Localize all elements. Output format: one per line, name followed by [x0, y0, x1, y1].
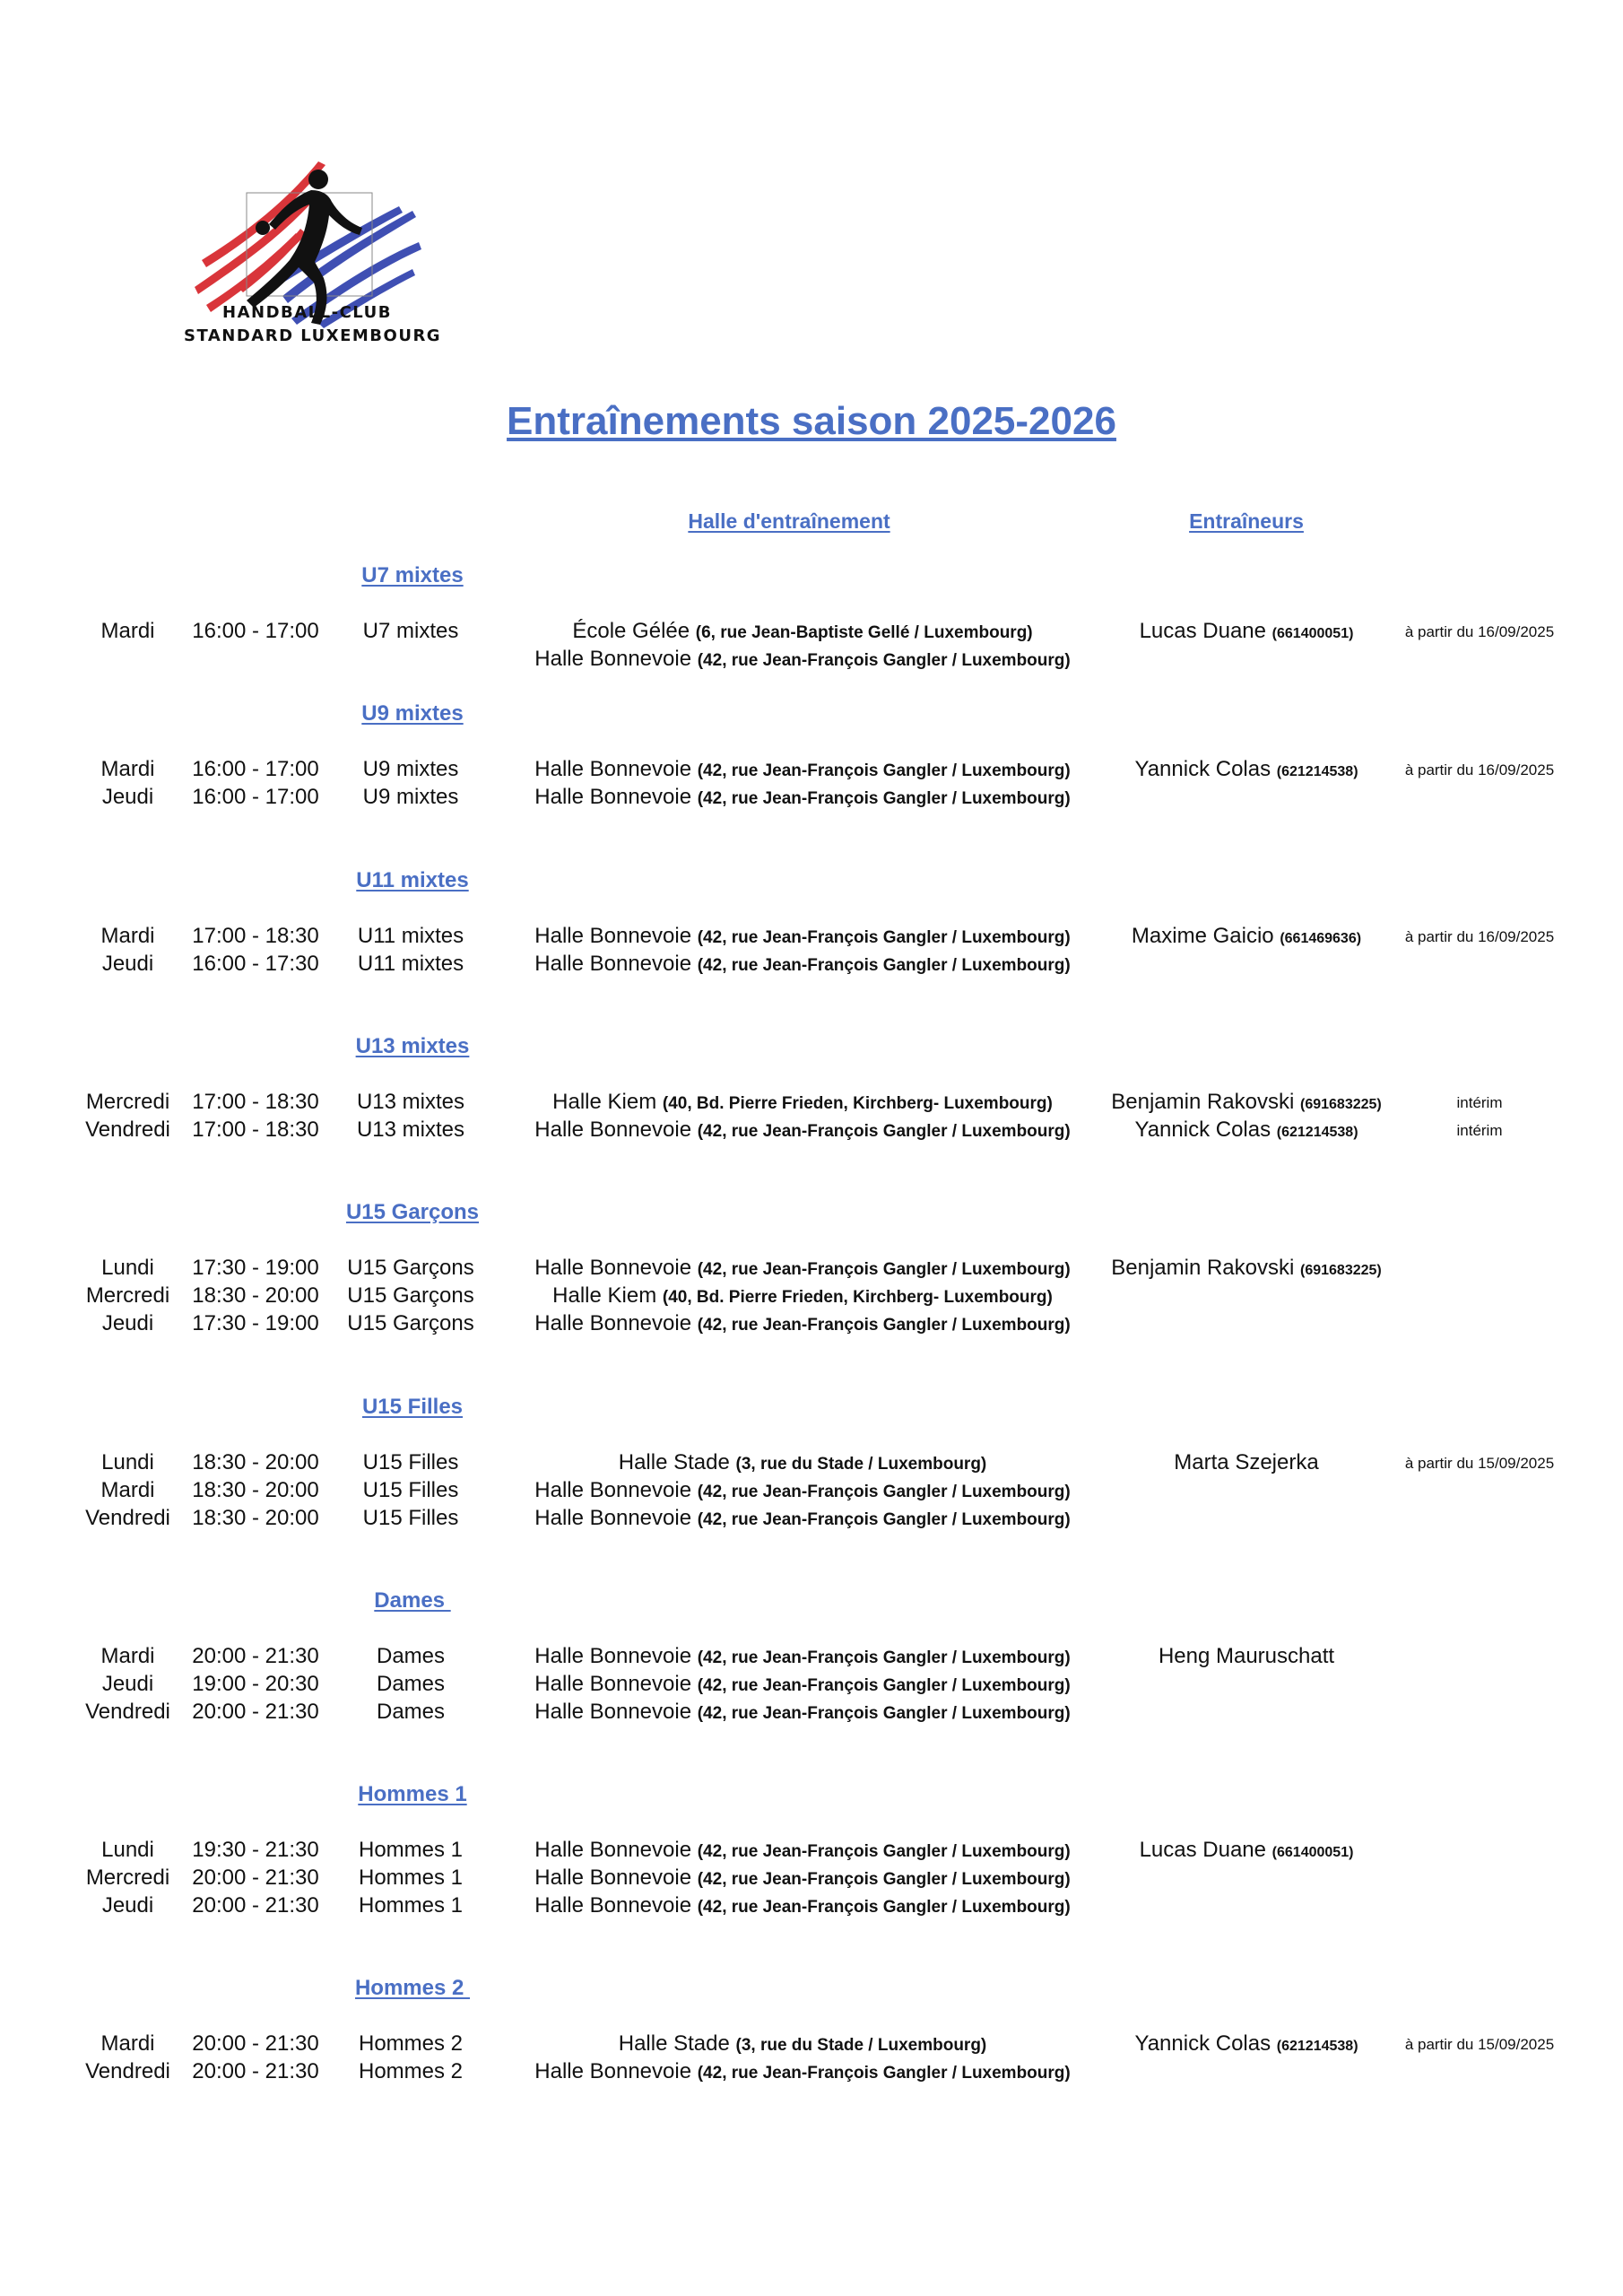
team-cell: U9 mixtes	[362, 785, 459, 809]
hall-name: Halle Bonnevoie	[534, 1256, 692, 1280]
hall-cell	[471, 1450, 1134, 1475]
coach-cell	[1076, 757, 1417, 782]
day-cell: Jeudi	[101, 1672, 154, 1696]
team-cell: U15 Filles	[362, 1478, 459, 1502]
schedule-row	[0, 1256, 1623, 1283]
day-cell: Mercredi	[85, 1866, 170, 1890]
hall-name: Halle Bonnevoie	[534, 785, 692, 809]
hall-address: (42, rue Jean-François Gangler / Luxembourg)	[697, 1483, 1071, 1501]
time-cell: 17:00 - 18:30	[192, 924, 319, 948]
hall-address: (42, rue Jean-François Gangler / Luxembourg)	[697, 2064, 1071, 2083]
team-cell: Hommes 1	[358, 1893, 464, 1918]
coach-phone: (621214538)	[1276, 2039, 1358, 2054]
team-cell: Hommes 1	[358, 1866, 464, 1890]
section-title: U15 Filles	[361, 1395, 464, 1419]
hall-address: (42, rue Jean-François Gangler / Luxembourg)	[697, 956, 1071, 975]
time-cell: 16:00 - 17:30	[192, 952, 319, 976]
hall-address: (42, rue Jean-François Gangler / Luxembourg)	[697, 1898, 1071, 1917]
hall-cell	[471, 785, 1134, 810]
hall-name: Halle Bonnevoie	[534, 1893, 692, 1918]
note-cell: à partir du 15/09/2025	[1404, 1455, 1555, 1472]
schedule-row	[0, 1118, 1623, 1145]
hall-cell	[471, 1866, 1134, 1891]
hall-cell	[471, 757, 1134, 782]
day-cell: Mardi	[100, 1478, 155, 1502]
time-cell: 19:30 - 21:30	[192, 1838, 319, 1862]
day-cell: Vendredi	[85, 1506, 170, 1530]
team-cell: Dames	[376, 1700, 446, 1724]
schedule-row	[0, 1672, 1623, 1700]
schedule-row	[0, 1478, 1623, 1506]
schedule-row	[0, 757, 1623, 785]
hall-name: Halle Bonnevoie	[534, 952, 692, 976]
coach-cell	[1076, 2031, 1417, 2057]
schedule-row	[0, 1283, 1623, 1311]
hall-cell	[471, 1283, 1134, 1309]
hall-address: (42, rue Jean-François Gangler / Luxembourg)	[697, 1260, 1071, 1279]
time-cell: 20:00 - 21:30	[192, 2059, 319, 2083]
time-cell: 16:00 - 17:00	[192, 757, 319, 781]
day-cell: Jeudi	[101, 1893, 154, 1918]
time-cell: 20:00 - 21:30	[192, 1893, 319, 1918]
team-cell: U15 Filles	[362, 1506, 459, 1530]
note-cell: à partir du 16/09/2025	[1404, 928, 1555, 945]
coach-cell	[1076, 1644, 1417, 1669]
schedule-row	[0, 924, 1623, 952]
note-cell: à partir du 16/09/2025	[1404, 761, 1555, 778]
hall-address: (40, Bd. Pierre Frieden, Kirchberg- Luxembourg)	[662, 1094, 1053, 1113]
day-cell: Mercredi	[85, 1090, 170, 1114]
coach-name: Marta Szejerka	[1174, 1450, 1319, 1474]
team-cell: U13 mixtes	[356, 1118, 465, 1142]
hall-cell	[471, 1506, 1134, 1531]
schedule-row	[0, 1311, 1623, 1339]
hall-name: Halle Bonnevoie	[534, 647, 692, 671]
coach-phone: (661400051)	[1271, 626, 1354, 641]
coach-name: Lucas Duane	[1139, 619, 1266, 643]
team-cell: U11 mixtes	[357, 924, 464, 948]
hall-address: (42, rue Jean-François Gangler / Luxembourg)	[697, 1316, 1071, 1335]
hall-name: Halle Bonnevoie	[534, 1311, 692, 1335]
team-cell: U15 Garçons	[347, 1256, 474, 1280]
hall-address: (42, rue Jean-François Gangler / Luxembourg)	[697, 1122, 1071, 1141]
hall-cell	[471, 1672, 1134, 1697]
coach-cell	[1076, 1256, 1417, 1281]
time-cell: 17:30 - 19:00	[192, 1311, 319, 1335]
hall-cell	[471, 619, 1134, 644]
hall-cell	[471, 2059, 1134, 2084]
schedule-row	[0, 1866, 1623, 1893]
coach-phone: (691683225)	[1300, 1263, 1382, 1278]
time-cell: 18:30 - 20:00	[192, 1478, 319, 1502]
time-cell: 16:00 - 17:00	[192, 785, 319, 809]
hall-name: Halle Stade	[618, 2031, 730, 2056]
coach-name: Benjamin Rakovski	[1111, 1256, 1295, 1280]
club-logo	[184, 152, 442, 368]
coach-phone: (661469636)	[1280, 931, 1362, 946]
section-title: U13 mixtes	[355, 1034, 470, 1058]
time-cell: 20:00 - 21:30	[192, 1644, 319, 1668]
schedule-row	[0, 2059, 1623, 2087]
section-title: Hommes 2	[354, 1976, 471, 2000]
hall-cell	[471, 1256, 1134, 1281]
coach-name: Yannick Colas	[1134, 757, 1271, 781]
hall-name: Halle Stade	[618, 1450, 730, 1474]
hall-cell	[471, 952, 1134, 977]
team-cell: Hommes 2	[358, 2059, 464, 2083]
team-cell: Hommes 1	[358, 1838, 464, 1862]
hall-cell	[471, 1838, 1134, 1863]
hall-address: (3, rue du Stade / Luxembourg)	[735, 1455, 987, 1474]
hall-name: Halle Bonnevoie	[534, 1672, 692, 1696]
logo-line-2: STANDARD LUXEMBOURG	[184, 326, 442, 345]
hall-address: (42, rue Jean-François Gangler / Luxembourg)	[697, 1704, 1071, 1723]
time-cell: 20:00 - 21:30	[192, 2031, 319, 2056]
hall-cell	[471, 1090, 1134, 1115]
note-cell: à partir du 15/09/2025	[1404, 2036, 1555, 2053]
hall-cell	[471, 924, 1134, 949]
hall-name: Halle Bonnevoie	[534, 757, 692, 781]
coach-phone: (621214538)	[1276, 764, 1358, 779]
schedule-row	[0, 619, 1623, 647]
time-cell: 16:00 - 17:00	[192, 619, 319, 643]
team-cell: U15 Garçons	[347, 1283, 474, 1308]
coach-phone: (691683225)	[1300, 1097, 1382, 1112]
hall-column-header: Halle d'entraînement	[688, 509, 890, 533]
team-cell: Dames	[376, 1644, 446, 1668]
hall-address: (6, rue Jean-Baptiste Gellé / Luxembourg)	[695, 623, 1033, 642]
hall-name: Halle Bonnevoie	[534, 2059, 692, 2083]
time-cell: 17:00 - 18:30	[192, 1090, 319, 1114]
coach-cell	[1076, 1450, 1417, 1475]
section-title: U9 mixtes	[361, 701, 464, 726]
coach-phone: (621214538)	[1276, 1125, 1358, 1140]
note-cell: intérim	[1456, 1122, 1503, 1139]
note-cell: à partir du 16/09/2025	[1404, 623, 1555, 640]
hall-cell	[471, 1644, 1134, 1669]
hall-name: Halle Bonnevoie	[534, 1866, 692, 1890]
hall-address: (42, rue Jean-François Gangler / Luxembourg)	[697, 651, 1071, 670]
team-cell: U11 mixtes	[357, 952, 464, 976]
day-cell: Lundi	[101, 1838, 154, 1862]
section-title: U7 mixtes	[361, 563, 464, 587]
hall-name: Halle Bonnevoie	[534, 1506, 692, 1530]
day-cell: Mardi	[100, 2031, 155, 2056]
hall-cell	[471, 647, 1134, 672]
hall-name: Halle Bonnevoie	[534, 1700, 692, 1724]
hall-cell	[471, 1893, 1134, 1918]
section-title: Dames	[374, 1588, 451, 1613]
day-cell: Mardi	[100, 757, 155, 781]
day-cell: Mardi	[100, 924, 155, 948]
time-cell: 18:30 - 20:00	[192, 1283, 319, 1308]
schedule-row	[0, 647, 1623, 674]
logo-line-1: HANDBALL-CLUB	[222, 303, 392, 322]
schedule-row	[0, 1506, 1623, 1534]
hall-address: (42, rue Jean-François Gangler / Luxembourg)	[697, 1870, 1071, 1889]
coach-cell	[1076, 619, 1417, 644]
hall-name: Halle Bonnevoie	[534, 1644, 692, 1668]
coach-name: Yannick Colas	[1134, 1118, 1271, 1142]
team-cell: U15 Filles	[362, 1450, 459, 1474]
day-cell: Vendredi	[85, 1700, 170, 1724]
hall-name: Halle Bonnevoie	[534, 924, 692, 948]
time-cell: 19:00 - 20:30	[192, 1672, 319, 1696]
section-title: U15 Garçons	[345, 1200, 480, 1224]
coach-name: Maxime Gaicio	[1131, 924, 1274, 948]
day-cell: Lundi	[101, 1450, 154, 1474]
hall-address: (3, rue du Stade / Luxembourg)	[735, 2036, 987, 2055]
day-cell: Vendredi	[85, 1118, 170, 1142]
coach-cell	[1076, 924, 1417, 949]
team-cell: Hommes 2	[358, 2031, 464, 2056]
day-cell: Vendredi	[85, 2059, 170, 2083]
section-title: Hommes 1	[358, 1782, 467, 1806]
coach-name: Heng Mauruschatt	[1158, 1644, 1335, 1668]
schedule-row	[0, 1838, 1623, 1866]
time-cell: 18:30 - 20:00	[192, 1506, 319, 1530]
hall-address: (42, rue Jean-François Gangler / Luxembourg)	[697, 1510, 1071, 1529]
coach-name: Benjamin Rakovski	[1111, 1090, 1295, 1114]
coach-name: Yannick Colas	[1134, 2031, 1271, 2056]
coach-name: Lucas Duane	[1139, 1838, 1266, 1862]
time-cell: 18:30 - 20:00	[192, 1450, 319, 1474]
hall-cell	[471, 1478, 1134, 1503]
day-cell: Jeudi	[101, 1311, 154, 1335]
day-cell: Jeudi	[101, 952, 154, 976]
day-cell: Mardi	[100, 1644, 155, 1668]
coach-cell	[1076, 1118, 1417, 1143]
team-cell: Dames	[376, 1672, 446, 1696]
hall-cell	[471, 1118, 1134, 1143]
hall-cell	[471, 1700, 1134, 1725]
team-cell: U9 mixtes	[362, 757, 459, 781]
page-title: Entraînements saison 2025-2026	[507, 399, 1116, 443]
hall-address: (42, rue Jean-François Gangler / Luxembourg)	[697, 928, 1071, 947]
coach-cell	[1076, 1090, 1417, 1115]
hall-name: Halle Kiem	[552, 1283, 657, 1308]
team-cell: U7 mixtes	[362, 619, 459, 643]
hall-address: (42, rue Jean-François Gangler / Luxembourg)	[697, 789, 1071, 808]
time-cell: 20:00 - 21:30	[192, 1866, 319, 1890]
hall-address: (42, rue Jean-François Gangler / Luxembourg)	[697, 761, 1071, 780]
schedule-row	[0, 952, 1623, 979]
day-cell: Lundi	[101, 1256, 154, 1280]
day-cell: Mercredi	[85, 1283, 170, 1308]
time-cell: 20:00 - 21:30	[192, 1700, 319, 1724]
coach-cell	[1076, 1838, 1417, 1863]
hall-address: (42, rue Jean-François Gangler / Luxembourg)	[697, 1842, 1071, 1861]
hall-cell	[471, 2031, 1134, 2057]
note-cell: intérim	[1456, 1094, 1503, 1111]
hall-name: École Gélée	[572, 619, 690, 643]
schedule-row	[0, 2031, 1623, 2059]
hall-address: (40, Bd. Pierre Frieden, Kirchberg- Luxembourg)	[662, 1288, 1053, 1307]
schedule-row	[0, 785, 1623, 813]
day-cell: Mardi	[100, 619, 155, 643]
team-cell: U15 Garçons	[347, 1311, 474, 1335]
hall-name: Halle Bonnevoie	[534, 1478, 692, 1502]
schedule-row	[0, 1090, 1623, 1118]
day-cell: Jeudi	[101, 785, 154, 809]
section-title: U11 mixtes	[356, 868, 469, 892]
coach-column-header: Entraîneurs	[1189, 509, 1304, 533]
time-cell: 17:00 - 18:30	[192, 1118, 319, 1142]
schedule-row	[0, 1450, 1623, 1478]
hall-address: (42, rue Jean-François Gangler / Luxembourg)	[697, 1648, 1071, 1667]
coach-phone: (661400051)	[1271, 1845, 1354, 1860]
hall-address: (42, rue Jean-François Gangler / Luxembourg)	[697, 1676, 1071, 1695]
schedule-row	[0, 1893, 1623, 1921]
hall-name: Halle Bonnevoie	[534, 1118, 692, 1142]
schedule-row	[0, 1700, 1623, 1727]
hall-name: Halle Kiem	[552, 1090, 657, 1114]
time-cell: 17:30 - 19:00	[192, 1256, 319, 1280]
hall-cell	[471, 1311, 1134, 1336]
team-cell: U13 mixtes	[356, 1090, 465, 1114]
schedule-row	[0, 1644, 1623, 1672]
hall-name: Halle Bonnevoie	[534, 1838, 692, 1862]
